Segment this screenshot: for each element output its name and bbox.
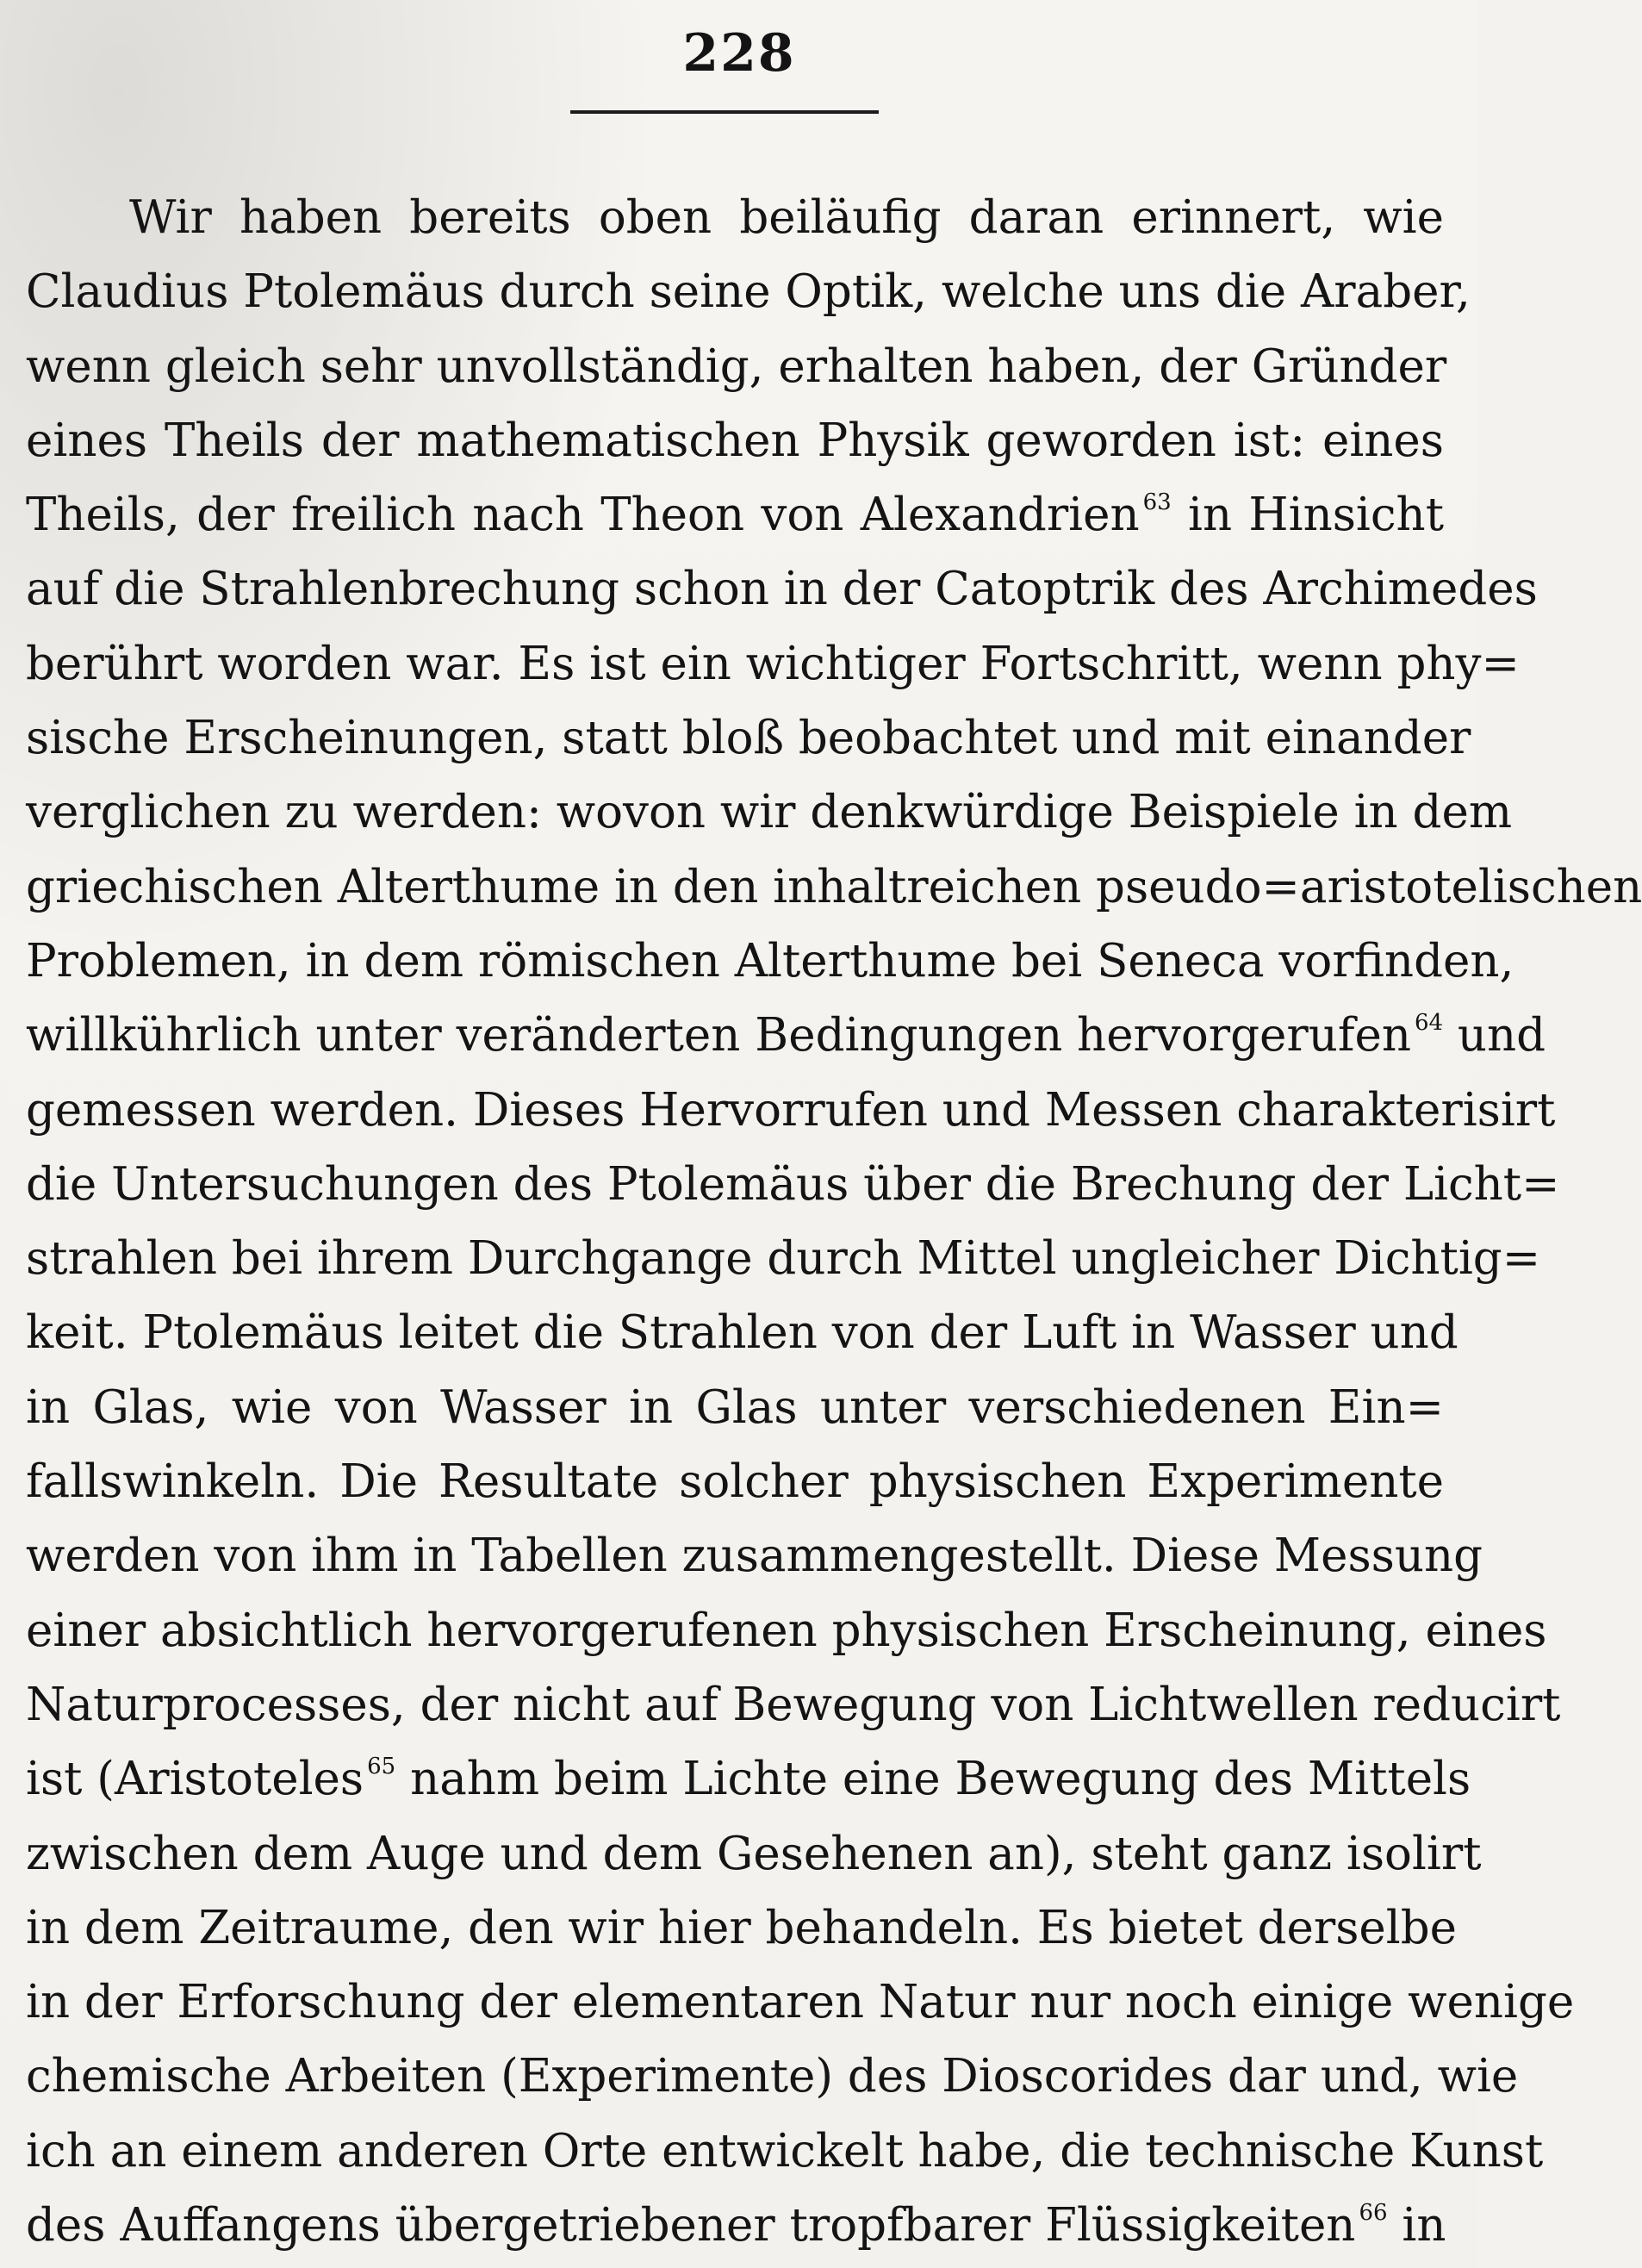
text-line xyxy=(26,1742,1471,1816)
text-line xyxy=(26,1817,1482,1891)
text-line-content: einer absichtlich hervorgerufenen physischen Erscheinung, eines xyxy=(26,1604,1547,1657)
text-line-content: sische Erscheinungen, statt bloß beobachtet und mit einander xyxy=(26,712,1471,765)
text-line xyxy=(26,850,1642,925)
body-text xyxy=(26,181,1642,2263)
text-line-content: willkührlich unter veränderten Bedingungen hervorgerufen xyxy=(26,1009,1411,1062)
text-line xyxy=(26,1668,1561,1742)
text-line-content: Problemen, in dem römischen Alterthume bei Seneca vorfinden, xyxy=(26,934,1514,988)
text-line-content: zwischen dem Auge und dem Gesehenen an), steht ganz isolirt xyxy=(26,1827,1482,1880)
text-line xyxy=(26,404,1444,478)
text-line-content: wenn gleich sehr unvollständig, erhalten haben, der Gründer xyxy=(26,340,1447,393)
text-line xyxy=(26,1371,1444,1445)
text-line xyxy=(26,478,1444,552)
page-number: 228 xyxy=(682,23,796,84)
text-line xyxy=(26,1222,1541,1296)
text-line-content: keit. Ptolemäus leitet die Strahlen von der Luft in Wasser und xyxy=(26,1306,1459,1360)
text-line xyxy=(26,1148,1560,1222)
text-line xyxy=(26,181,1444,255)
text-line xyxy=(26,627,1520,701)
text-line xyxy=(26,925,1514,999)
text-line-content: gemessen werden. Dieses Hervorrufen und Messen charakterisirt xyxy=(26,1083,1556,1137)
text-line-content: Theils, der freilich nach Theon von Alexandrien xyxy=(26,489,1140,542)
text-line-content: chemische Arbeiten (Experimente) des Dioscorides dar und, wie xyxy=(26,2050,1519,2103)
text-line-content: in dem Zeitraume, den wir hier behandeln. Es bietet derselbe xyxy=(26,1901,1458,1954)
text-line-content: auf die Strahlenbrechung schon in der Catoptrik des Archimedes xyxy=(26,563,1538,616)
text-line-content: fallswinkeln. Die Resultate solcher physischen Experimente xyxy=(26,1455,1444,1509)
text-line-content: griechischen Alterthume in den inhaltreichen pseudo=aristotelischen xyxy=(26,860,1642,913)
text-line xyxy=(26,552,1538,626)
text-line-content: ist (Aristoteles xyxy=(26,1753,364,1806)
text-line-continuation: in xyxy=(1387,2199,1446,2252)
text-line xyxy=(26,1519,1483,1593)
footnote-marker: 65 xyxy=(367,1754,396,1780)
text-line xyxy=(26,1891,1458,1966)
text-line xyxy=(26,2115,1544,2189)
text-line xyxy=(26,1594,1547,1668)
text-line-content: in Glas, wie von Wasser in Glas unter verschiedenen Ein= xyxy=(26,1380,1444,1434)
text-line xyxy=(26,1296,1459,1370)
text-line-content: in der Erforschung der elementaren Natur nur noch einige wenige xyxy=(26,1976,1575,2029)
text-line xyxy=(26,776,1513,850)
text-line-content: die Untersuchungen des Ptolemäus über die Brechung der Licht= xyxy=(26,1157,1560,1211)
text-line-content: berührt worden war. Es ist ein wichtiger Fortschritt, wenn phy= xyxy=(26,637,1520,690)
text-line-content: Wir haben bereits oben beiläufig daran erinnert, wie xyxy=(129,191,1444,244)
text-line-continuation: in Hinsicht xyxy=(1171,489,1444,542)
text-line-content: Claudius Ptolemäus durch seine Optik, welche uns die Araber, xyxy=(26,265,1471,319)
text-line xyxy=(26,1966,1575,2040)
text-line xyxy=(26,330,1447,404)
text-line xyxy=(26,701,1471,776)
text-line-content: eines Theils der mathematischen Physik geworden ist: eines xyxy=(26,414,1444,467)
text-line xyxy=(26,2189,1444,2263)
text-line-content: Naturprocesses, der nicht auf Bewegung von Lichtwellen reducirt xyxy=(26,1678,1561,1731)
text-line xyxy=(26,999,1546,1073)
text-line xyxy=(26,1445,1444,1519)
text-line xyxy=(26,2040,1519,2114)
text-line-content: werden von ihm in Tabellen zusammengestellt. Diese Messung xyxy=(26,1530,1483,1583)
footnote-marker: 64 xyxy=(1414,1010,1444,1037)
text-line xyxy=(26,255,1471,329)
text-line-content: des Auffangens übergetriebener tropfbarer Flüssigkeiten xyxy=(26,2199,1356,2252)
text-line-content: strahlen bei ihrem Durchgange durch Mittel ungleicher Dichtig= xyxy=(26,1232,1541,1286)
text-line xyxy=(26,1074,1556,1148)
text-line-continuation: und xyxy=(1443,1009,1546,1062)
text-line-content: ich an einem anderen Orte entwickelt habe, die technische Kunst xyxy=(26,2124,1544,2178)
text-line-content: verglichen zu werden: wovon wir denkwürdige Beispiele in dem xyxy=(26,786,1513,839)
header-rule xyxy=(570,110,879,114)
footnote-marker: 63 xyxy=(1142,489,1172,516)
footnote-marker: 66 xyxy=(1359,2200,1388,2227)
text-line-continuation: nahm beim Lichte eine Bewegung des Mittels xyxy=(395,1753,1471,1806)
